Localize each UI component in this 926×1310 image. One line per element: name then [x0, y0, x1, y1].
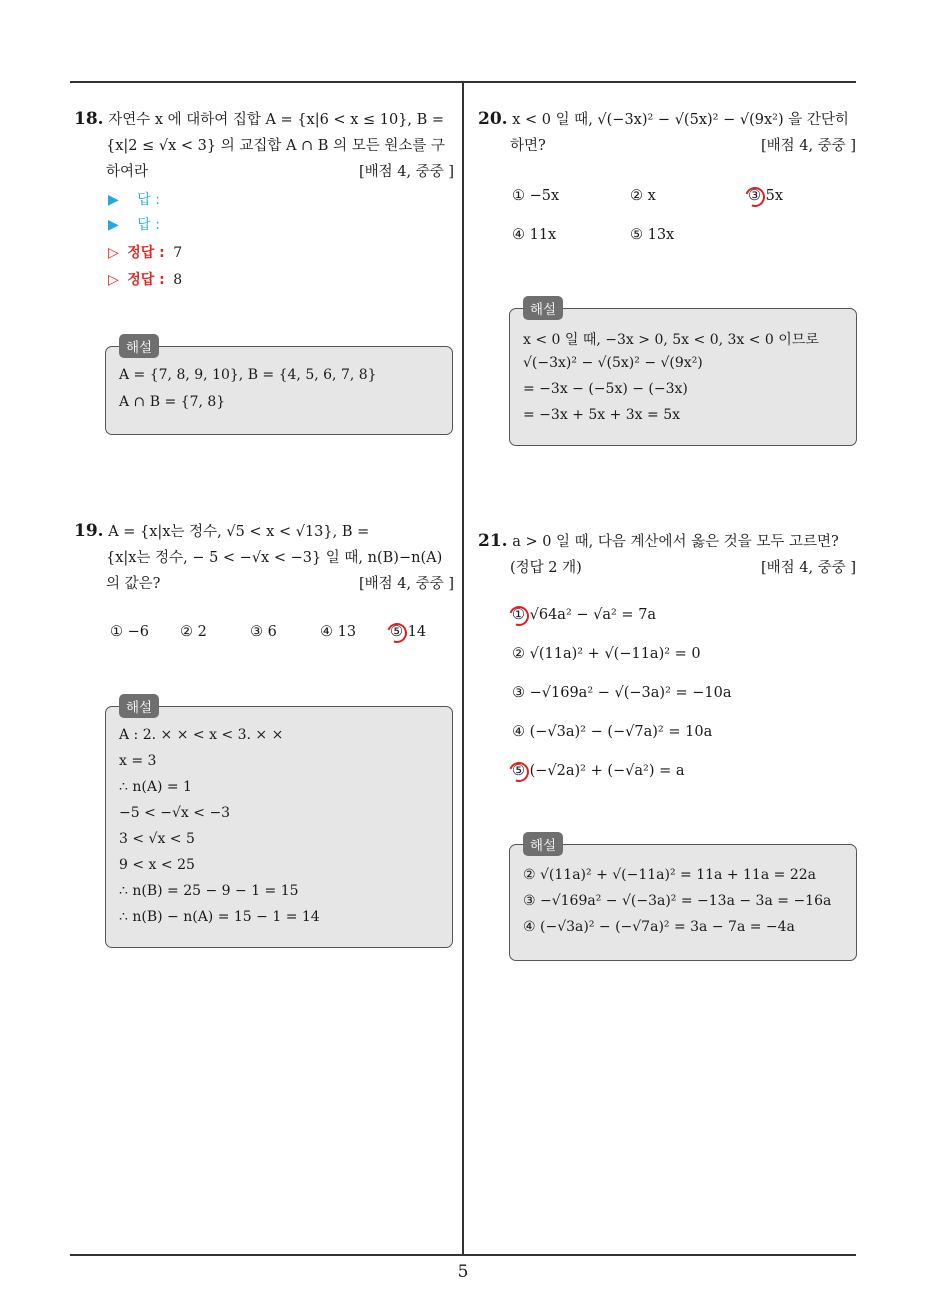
q20-choice-2[interactable]: ② x	[630, 188, 656, 204]
q20-number: 20.	[478, 109, 508, 129]
question-21	[478, 528, 856, 581]
q18-answer-row-2: ▶ 답 :	[108, 217, 160, 233]
q19-solution-line-3: ∴ n(A) = 1	[119, 779, 192, 795]
q18-correct-answer-1: ▷ 정답 : 7	[108, 245, 183, 261]
q18-answer-row-1: ▶ 답 :	[108, 192, 160, 208]
q20-choice-1[interactable]: ① −5x	[512, 188, 560, 204]
q19-solution-line-6: 9 < x < 25	[119, 857, 195, 873]
q19-choice-1[interactable]: ① −6	[110, 624, 149, 640]
q18-meta: [배점 4, 중중 ]	[358, 164, 454, 180]
q18-number: 18.	[74, 109, 104, 129]
q21-line-1: 21. a > 0 일 때, 다음 계산에서 옳은 것을 모두 고르면?	[478, 531, 839, 551]
q20-solution-line-4: = −3x + 5x + 3x = 5x	[523, 407, 681, 423]
q18-line-1: 18. 자연수 x 에 대하여 집합 A = {x|6 < x ≤ 10}, B =	[74, 109, 445, 129]
q21-meta: [배점 4, 중중 ]	[760, 560, 856, 576]
q20-meta: [배점 4, 중중 ]	[760, 138, 856, 154]
q19-solution-line-7: ∴ n(B) = 25 − 9 − 1 = 15	[119, 883, 299, 899]
q19-solution-box	[105, 706, 453, 948]
q21-choice-5[interactable]: ⑤ (−√2a)² + (−√a²) = a	[512, 763, 685, 779]
q19-meta: [배점 4, 중중 ]	[358, 576, 454, 592]
q18-line-3: 하여라 [배점 4, 중중 ]	[74, 159, 454, 185]
q20-choice-4[interactable]: ④ 11x	[512, 227, 557, 243]
q19-line-1: 19. A = {x|x는 정수, √5 < x < √13}, B =	[74, 521, 370, 541]
q18-solution-line-2: A ∩ B = {7, 8}	[119, 394, 226, 410]
q19-number: 19.	[74, 521, 104, 541]
q18-solution-box	[105, 346, 453, 435]
q19-choice-4[interactable]: ④ 13	[320, 624, 357, 640]
q19-solution-line-2: x = 3	[119, 753, 157, 769]
q20-line-1: 20. x < 0 일 때, √(−3x)² − √(5x)² − √(9x²) 을 간단히	[478, 109, 849, 129]
q21-solution-tag: 해설	[523, 832, 563, 856]
q21-choice-2[interactable]: ② √(11a)² + √(−11a)² = 0	[512, 646, 701, 662]
q18-correct-answer-2: ▷ 정답 : 8	[108, 272, 183, 288]
q19-solution-tag: 해설	[119, 694, 159, 718]
q20-solution-line-2: √(−3x)² − √(5x)² − √(9x²)	[523, 355, 703, 371]
q19-choice-2[interactable]: ② 2	[180, 624, 207, 640]
q20-choice-5[interactable]: ⑤ 13x	[630, 227, 675, 243]
q20-solution-line-3: = −3x − (−5x) − (−3x)	[523, 381, 688, 397]
q19-choice-5[interactable]: ⑤ 14	[390, 624, 427, 640]
q19-line-3: 의 값은? [배점 4, 중중 ]	[74, 571, 454, 597]
q18-solution-line-1: A = {7, 8, 9, 10}, B = {4, 5, 6, 7, 8}	[119, 367, 377, 383]
column-divider	[462, 81, 464, 1256]
q20-solution-box	[509, 308, 857, 446]
q21-solution-line-2: ③ −√169a² − √(−3a)² = −13a − 3a = −16a	[523, 893, 832, 909]
q18-line-2: {x|2 ≤ √x < 3} 의 교집합 A ∩ B 의 모든 원소를 구	[106, 138, 445, 154]
q19-line-2: {x|x는 정수, − 5 < −√x < −3} 일 때, n(B)−n(A)	[106, 550, 443, 566]
q19-solution-line-1: A : 2. × × < x < 3. × ×	[119, 727, 284, 743]
q19-solution-line-4: −5 < −√x < −3	[119, 805, 231, 821]
q21-solution-box	[509, 844, 857, 961]
q21-choices	[512, 607, 852, 787]
q21-solution-line-3: ④ (−√3a)² − (−√7a)² = 3a − 7a = −4a	[523, 919, 795, 935]
q19-solution-line-5: 3 < √x < 5	[119, 831, 195, 847]
q19-solution-line-8: ∴ n(B) − n(A) = 15 − 1 = 14	[119, 909, 320, 925]
q21-choice-4[interactable]: ④ (−√3a)² − (−√7a)² = 10a	[512, 724, 713, 740]
q20-line-2: 하면? [배점 4, 중중 ]	[478, 133, 856, 159]
q21-choice-1[interactable]: ① √64a² − √a² = 7a	[512, 607, 657, 623]
q20-solution-tag: 해설	[523, 296, 563, 320]
question-18	[74, 106, 454, 185]
q20-choice-3[interactable]: ③ 5x	[748, 188, 784, 204]
q21-solution-line-1: ② √(11a)² + √(−11a)² = 11a + 11a = 22a	[523, 867, 816, 883]
q18-solution-tag: 해설	[119, 334, 159, 358]
q20-solution-line-1: x < 0 일 때, −3x > 0, 5x < 0, 3x < 0 이므로	[523, 332, 819, 348]
q21-number: 21.	[478, 531, 508, 551]
question-19	[74, 518, 454, 597]
question-20	[478, 106, 856, 159]
q21-choice-3[interactable]: ③ −√169a² − √(−3a)² = −10a	[512, 685, 732, 701]
page-number: 5	[457, 1262, 469, 1282]
bottom-rule	[70, 1254, 856, 1256]
q19-choice-3[interactable]: ③ 6	[250, 624, 277, 640]
q20-choices	[512, 188, 842, 252]
q21-line-2: (정답 2 개) [배점 4, 중중 ]	[478, 555, 856, 581]
q19-choices	[110, 624, 450, 646]
